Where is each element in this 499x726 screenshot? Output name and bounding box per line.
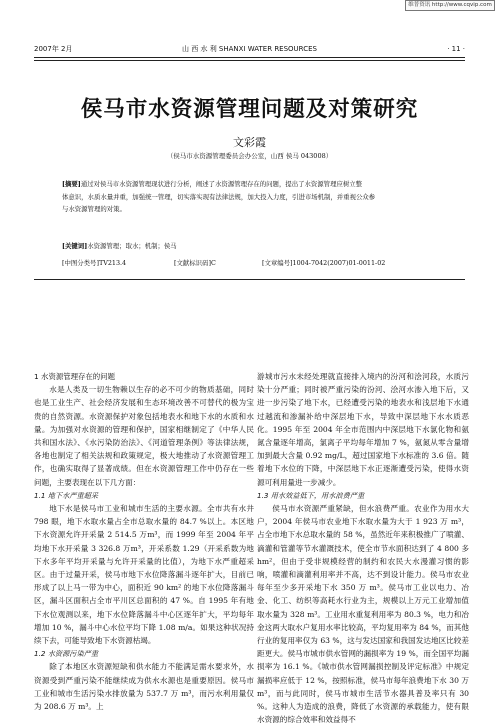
header-page-number: · 11 · bbox=[447, 45, 465, 53]
classification-line bbox=[62, 258, 434, 268]
header-date: 2007年 2月 bbox=[34, 45, 73, 53]
subsection-heading: 1.2 水资源污染严重 bbox=[34, 649, 99, 659]
header-journal: 山 西 水 利 SHANXI WATER RESOURCES bbox=[182, 45, 317, 53]
abstract bbox=[62, 178, 434, 216]
abstract-line bbox=[62, 191, 434, 204]
abstract-line bbox=[62, 178, 434, 191]
watermark-stamp: 维普资讯 http://www.cqvip.com bbox=[405, 0, 495, 11]
body-paragraph: 除了本地区水资源短缺和供水能力不能满足需水要求外，水资源受到严重污染不能继续成为供水水源也是重要原因。侯马市工业和城市生活污染水排放量为 537.7 万 m³，而污水利用量仅为 208.6 万 m³。上 bbox=[34, 662, 254, 712]
section-heading: 1 水资源管理存在的问题 bbox=[34, 372, 115, 381]
article-number: [文章编号]1004-7042(2007)01-0011-02 bbox=[262, 259, 386, 267]
body-paragraph: 水是人类及一切生物赖以生存的必不可少的物质基础，同时也是工业生产、社会经济发展和生态环境改善不可替代的极为宝贵的自然资源。水资源保护对象包括地表水和地下水的水质和水量。为加强对水资源的管理和保护，国家相继制定了《中华人民共和国水法》、《水污染防治法》、《河道管理条例》等法律法规，各地也制定了相关法规和政策规定，极大地推动了水资源管理工作，也确实取得了显著成绩。但在水资源管理工作中仍存在一些问题，主要表现在以下几方面： bbox=[34, 385, 254, 487]
abstract-text-2: 体意识，水质水量并重，加强统一管理，切实落实现有法律法规，加大投入力度，引进市场机制，并重视公众参 bbox=[62, 192, 376, 201]
author-name: 文彩霞 bbox=[233, 136, 266, 149]
keywords bbox=[62, 241, 434, 251]
abstract-line bbox=[62, 203, 434, 216]
left-column bbox=[34, 370, 254, 713]
subsection-heading: 1.3 用水效益低下，用水浪费严重 bbox=[257, 490, 365, 500]
abstract-divider bbox=[34, 279, 465, 280]
article-title: 侯马市水资源管理问题及对策研究 bbox=[80, 97, 419, 122]
header-rule-2 bbox=[34, 60, 465, 61]
keywords-label: [关键词] bbox=[62, 242, 88, 250]
body-paragraph: 地下水是侯马市工业和城市生活的主要水源。全市共有水井 798 眼，地下水取水量占全市总取水量的 84.7 %以上。本区地下水资源允许开采量 2 514.5 万m³，而 1999 年至 2004 年平均地下水开采量 3 326.8 万m³，开采系数 1.29（开采系数为地下水多年平均开采量与允许开采量的比值），为地下水严重超采区。由于过量开采，侯马市地下水位降落漏斗逐年扩大，目前已形成了以上马一带为中心，面积近 90 km² 的地下水位降落漏斗区，漏斗区面积占全市平川区总面积的 47 %。自 1995 年有地下水位观测以来，地下水位降落漏斗中心区逐年扩大，平均每年增加 10 %，漏斗中心水位平均下降 1.08 m/a。如果这种状况持续下去，可能导致地下水资源枯竭。 bbox=[34, 504, 254, 646]
abstract-text-1: 通过对侯马市水资源管理现状进行分析，阐述了水资源管理存在的问题，提出了水资源管理应树立整 bbox=[80, 180, 363, 188]
header-rule bbox=[34, 57, 465, 58]
document-code: [文献标识码]C bbox=[174, 259, 216, 267]
abstract-text-3: 与水资源管理的对策。 bbox=[62, 205, 126, 213]
right-column bbox=[257, 370, 469, 726]
running-header bbox=[34, 44, 465, 55]
clc-number: [中图分类号]TV213.4 bbox=[62, 259, 127, 267]
abstract-label: [摘要] bbox=[62, 180, 81, 188]
body-paragraph: 游城市污水未经处理就直接排入境内的汾河和浍河段，水质污染十分严重；同时被严重污染的汾河、浍河水渗入地下后，又进一步污染了地下水，已经遭受污染的地表水和浅层地下水通过越流和渗漏补给中深层地下水，导致中深层地下水水质恶化。1995 年至 2004 年全市范围内中深层地下水氯化物和氨氮含量逐年增高，氯离子平均每年增加 7 %，氨氮从零含量增加到最大含量 0.92 mg/L，超过国家地下水标准的 3.6 倍。随着地下水位的下降，中深层地下水正逐渐遭受污染，使得水资源可利用量进一步减少。 bbox=[257, 372, 469, 487]
body-paragraph: 侯马市水资源严重紧缺，但水浪费严重。农业作为用水大户，2004 年侯马市农业地下水取水量为大于 1 923 万 m³，占全市地下水总取水量的 58 %，虽然近年来积极推广了喷灌、滴灌和管灌等节水灌溉技术，使全市节水面积达到了 4 800 多 hm²，但由于受非规模经营的制约和农民大水漫灌习惯的影响，喷灌和滴灌利用率并不高，达不到设计能力。侯马市农业每年至少多开采地下水 350 万 m³。侯马市工业以电力、冶金、化工、纺织等高耗水行业为主，规模以上万元工业增加值取水量为 328 m³。工业用水重复利用率为 80.3 %，电力和冶金这两大取水户复用水率比较高，平均复用率为 84 %，而其他行业的复用率仅为 63 %，这与发达国家和我国发达地区比较差距更大。侯马市城市供水管网的漏损率为 19 %，而全国平均漏损率为 16.1 %。《城市供水管网漏损控制及评定标准》中规定漏损率应低于 12 %，按照标准，侯马市每年浪费地下水 30 万 m³，而与此同时，侯马市城市生活节水器具普及率只有 30 %。这种人为造成的浪费，降低了水资源的承载能力，使有限水资源的综合效率和效益得不 bbox=[257, 504, 469, 725]
keywords-text: 水资源管理；取水；机制；侯马 bbox=[87, 242, 177, 250]
author-affiliation: （侯马市水资源管理委员会办公室，山西 侯马 043008） bbox=[166, 152, 333, 160]
subsection-heading: 1.1 地下水严重超采 bbox=[34, 490, 99, 500]
